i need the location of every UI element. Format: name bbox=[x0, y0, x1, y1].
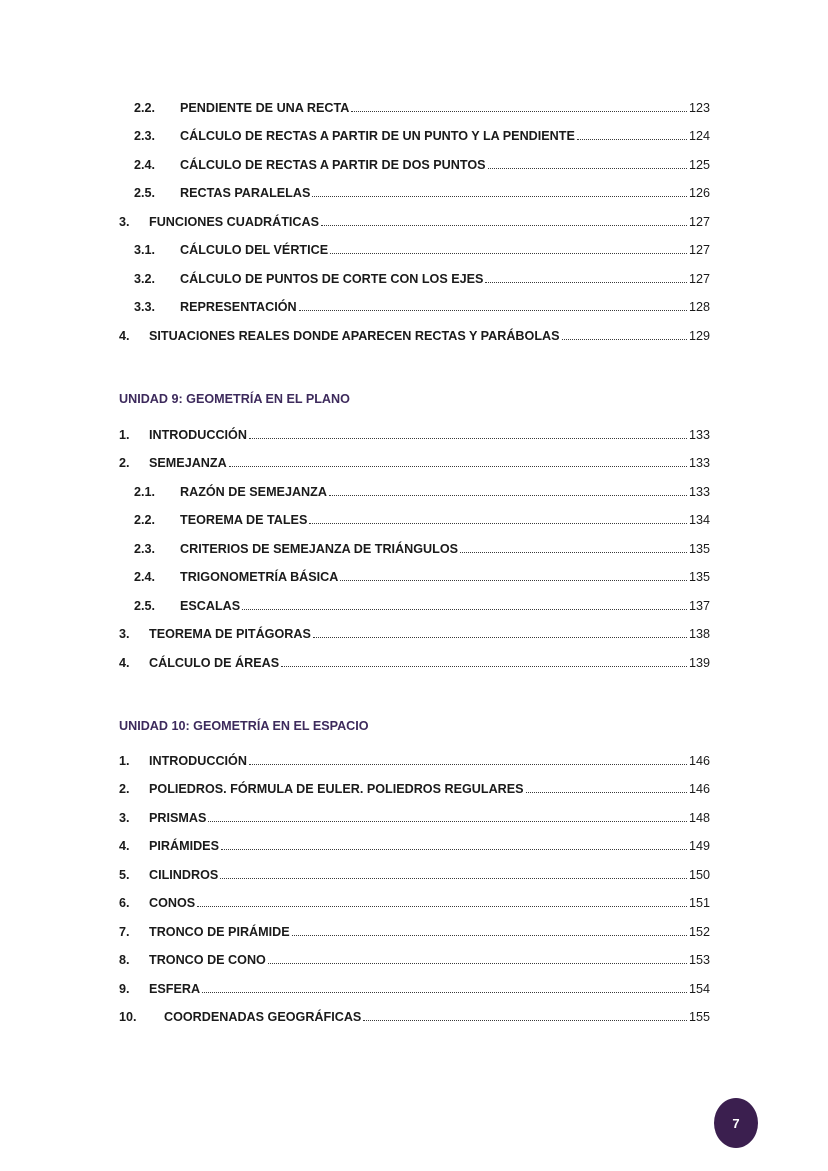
toc-entry-page: 124 bbox=[688, 129, 710, 144]
dot-leader bbox=[460, 539, 687, 553]
toc-entry[interactable] bbox=[119, 808, 710, 828]
toc-entry-number: 2. bbox=[119, 456, 130, 471]
toc-entry-number: 2.4. bbox=[134, 157, 156, 172]
toc-entry[interactable] bbox=[134, 126, 710, 146]
dot-leader bbox=[340, 567, 687, 581]
unit-9-heading: UNIDAD 9: GEOMETRÍA EN EL PLANO bbox=[119, 392, 350, 406]
toc-entry[interactable] bbox=[119, 1007, 710, 1027]
toc-entry-page: 151 bbox=[688, 896, 710, 911]
toc-entry-number: 2.2. bbox=[134, 513, 156, 528]
toc-entry[interactable] bbox=[119, 865, 710, 885]
dot-leader bbox=[197, 893, 687, 907]
toc-entry-title: TRONCO DE CONO bbox=[149, 953, 266, 968]
toc-entry-number: 8. bbox=[119, 953, 130, 968]
dot-leader bbox=[313, 624, 687, 638]
dot-leader bbox=[249, 425, 687, 439]
toc-entry[interactable] bbox=[134, 155, 710, 175]
toc-entry[interactable] bbox=[134, 539, 710, 559]
dot-leader bbox=[281, 653, 687, 667]
toc-entry[interactable] bbox=[119, 212, 710, 232]
toc-entry[interactable] bbox=[119, 624, 710, 644]
toc-entry-page: 135 bbox=[688, 541, 710, 556]
toc-entry-page: 123 bbox=[688, 101, 710, 115]
dot-leader bbox=[249, 751, 687, 765]
toc-entry[interactable] bbox=[134, 269, 710, 289]
toc-entry-title: CÁLCULO DE RECTAS A PARTIR DE DOS PUNTOS bbox=[180, 157, 486, 172]
dot-leader bbox=[488, 155, 687, 169]
toc-entry-number: 3.2. bbox=[134, 271, 156, 286]
toc-entry-number: 2.2. bbox=[134, 101, 156, 115]
toc-entry-page: 150 bbox=[688, 867, 710, 882]
toc-entry-title: TEOREMA DE TALES bbox=[180, 513, 308, 528]
toc-entry-number: 7. bbox=[119, 924, 130, 939]
toc-entry-page: 138 bbox=[688, 627, 710, 642]
dot-leader bbox=[526, 779, 687, 793]
toc-entry-page: 126 bbox=[688, 186, 710, 201]
toc-entry-page: 133 bbox=[688, 428, 710, 442]
toc-entry[interactable] bbox=[134, 98, 710, 118]
dot-leader bbox=[577, 126, 687, 140]
toc-entry-page: 146 bbox=[688, 782, 710, 797]
toc-entry-title: TRIGONOMETRÍA BÁSICA bbox=[180, 570, 339, 585]
dot-leader bbox=[229, 453, 687, 467]
toc-entry[interactable] bbox=[134, 510, 710, 530]
toc-entry-number: 2.5. bbox=[134, 186, 156, 201]
toc-entry-number: 4. bbox=[119, 328, 130, 343]
toc-entry-number: 2.3. bbox=[134, 541, 156, 556]
toc-entry-title: PENDIENTE DE UNA RECTA bbox=[180, 101, 350, 115]
dot-leader bbox=[330, 240, 687, 254]
dot-leader bbox=[299, 297, 687, 311]
toc-entry[interactable] bbox=[134, 297, 710, 317]
toc-entry-page: 133 bbox=[688, 484, 710, 499]
dot-leader bbox=[321, 212, 687, 226]
toc-entry-page: 129 bbox=[688, 328, 710, 343]
toc-entry[interactable] bbox=[119, 326, 710, 346]
dot-leader bbox=[221, 836, 687, 850]
toc-entry[interactable] bbox=[134, 596, 710, 616]
toc-entry-number: 2.1. bbox=[134, 484, 156, 499]
dot-leader bbox=[202, 979, 687, 993]
toc-entry[interactable] bbox=[134, 183, 710, 203]
toc-entry-page: 127 bbox=[688, 271, 710, 286]
toc-entry-number: 3.1. bbox=[134, 243, 156, 258]
toc-entry[interactable] bbox=[119, 751, 710, 771]
toc-entry-page: 152 bbox=[688, 924, 710, 939]
toc-entry[interactable] bbox=[119, 425, 710, 445]
toc-entry[interactable] bbox=[119, 922, 710, 942]
toc-entry-title: CÁLCULO DE PUNTOS DE CORTE CON LOS EJES bbox=[180, 271, 484, 286]
toc-entry[interactable] bbox=[119, 893, 710, 913]
toc-entry-page: 125 bbox=[688, 157, 710, 172]
dot-leader bbox=[562, 326, 687, 340]
toc-entry[interactable] bbox=[119, 453, 710, 473]
toc-entry-page: 148 bbox=[688, 810, 710, 825]
toc-entry-title: CÁLCULO DE RECTAS A PARTIR DE UN PUNTO Y LA PENDIENTE bbox=[180, 129, 575, 144]
toc-entry-page: 146 bbox=[688, 754, 710, 768]
toc-entry[interactable] bbox=[119, 653, 710, 673]
toc-entry-title: POLIEDROS. FÓRMULA DE EULER. POLIEDROS REGULARES bbox=[149, 782, 524, 797]
toc-entry-title: COORDENADAS GEOGRÁFICAS bbox=[164, 1010, 362, 1025]
toc-entry-page: 128 bbox=[688, 300, 710, 315]
toc-entry-page: 137 bbox=[688, 598, 710, 613]
dot-leader bbox=[485, 269, 687, 283]
dot-leader bbox=[309, 510, 687, 524]
toc-entry-title: FUNCIONES CUADRÁTICAS bbox=[149, 214, 320, 229]
toc-entry-title: SEMEJANZA bbox=[149, 456, 227, 471]
toc-entry-title: RECTAS PARALELAS bbox=[180, 186, 311, 201]
page-number-badge: 7 bbox=[714, 1098, 758, 1148]
toc-entry-number: 10. bbox=[119, 1010, 137, 1025]
toc-entry[interactable] bbox=[119, 779, 710, 799]
toc-entry-page: 149 bbox=[688, 839, 710, 854]
toc-entry-title: ESCALAS bbox=[180, 598, 241, 613]
toc-entry-title: SITUACIONES REALES DONDE APARECEN RECTAS Y PARÁBOLAS bbox=[149, 328, 560, 343]
toc-entry-page: 135 bbox=[688, 570, 710, 585]
toc-entry-page: 127 bbox=[688, 243, 710, 258]
dot-leader bbox=[208, 808, 687, 822]
toc-entry-title: INTRODUCCIÓN bbox=[149, 754, 247, 768]
toc-entry-title: PIRÁMIDES bbox=[149, 839, 219, 854]
toc-entry-number: 4. bbox=[119, 839, 130, 854]
toc-entry-number: 1. bbox=[119, 754, 130, 768]
toc-entry-page: 139 bbox=[688, 655, 710, 670]
toc-entry-number: 2.5. bbox=[134, 598, 156, 613]
toc-entry[interactable] bbox=[134, 482, 710, 502]
toc-entry-number: 2.4. bbox=[134, 570, 156, 585]
dot-leader bbox=[363, 1007, 687, 1021]
toc-entry-title: TRONCO DE PIRÁMIDE bbox=[149, 924, 290, 939]
toc-entry-title: CONOS bbox=[149, 896, 196, 911]
toc-entry-title: CÁLCULO DEL VÉRTICE bbox=[180, 243, 329, 258]
dot-leader bbox=[329, 482, 687, 496]
toc-entry[interactable] bbox=[119, 950, 710, 970]
dot-leader bbox=[242, 596, 687, 610]
toc-entry-title: ESFERA bbox=[149, 981, 201, 996]
dot-leader bbox=[351, 98, 687, 112]
toc-entry-title: CILINDROS bbox=[149, 867, 219, 882]
toc-entry-number: 6. bbox=[119, 896, 130, 911]
toc-entry-number: 2. bbox=[119, 782, 130, 797]
toc-entry-page: 155 bbox=[688, 1010, 710, 1025]
toc-entry-page: 154 bbox=[688, 981, 710, 996]
toc-entry-page: 133 bbox=[688, 456, 710, 471]
toc-entry-title: REPRESENTACIÓN bbox=[180, 300, 297, 315]
toc-entry-number: 3. bbox=[119, 214, 130, 229]
toc-entry[interactable] bbox=[119, 979, 710, 999]
toc-entry-title: TEOREMA DE PITÁGORAS bbox=[149, 627, 311, 642]
toc-entry-title: CRITERIOS DE SEMEJANZA DE TRIÁNGULOS bbox=[180, 541, 459, 556]
toc-entry-number: 9. bbox=[119, 981, 130, 996]
toc-entry-number: 3. bbox=[119, 810, 130, 825]
dot-leader bbox=[312, 183, 687, 197]
toc-entry-title: PRISMAS bbox=[149, 810, 207, 825]
toc-entry-number: 5. bbox=[119, 867, 130, 882]
toc-entry-number: 3. bbox=[119, 627, 130, 642]
toc-entry-number: 4. bbox=[119, 655, 130, 670]
toc-entry-page: 127 bbox=[688, 214, 710, 229]
toc-entry-title: INTRODUCCIÓN bbox=[149, 428, 247, 442]
toc-entry-number: 1. bbox=[119, 428, 130, 442]
dot-leader bbox=[268, 950, 687, 964]
dot-leader bbox=[220, 865, 687, 879]
toc-entry[interactable] bbox=[119, 836, 710, 856]
toc-entry-title: RAZÓN DE SEMEJANZA bbox=[180, 484, 327, 499]
toc-entry[interactable] bbox=[134, 240, 710, 260]
unit-10-heading: UNIDAD 10: GEOMETRÍA EN EL ESPACIO bbox=[119, 719, 369, 733]
toc-entry-number: 3.3. bbox=[134, 300, 156, 315]
dot-leader bbox=[292, 922, 687, 936]
toc-entry[interactable] bbox=[134, 567, 710, 587]
toc-entry-page: 134 bbox=[688, 513, 710, 528]
toc-entry-page: 153 bbox=[688, 953, 710, 968]
toc-entry-title: CÁLCULO DE ÁREAS bbox=[149, 655, 280, 670]
toc-entry-number: 2.3. bbox=[134, 129, 156, 144]
